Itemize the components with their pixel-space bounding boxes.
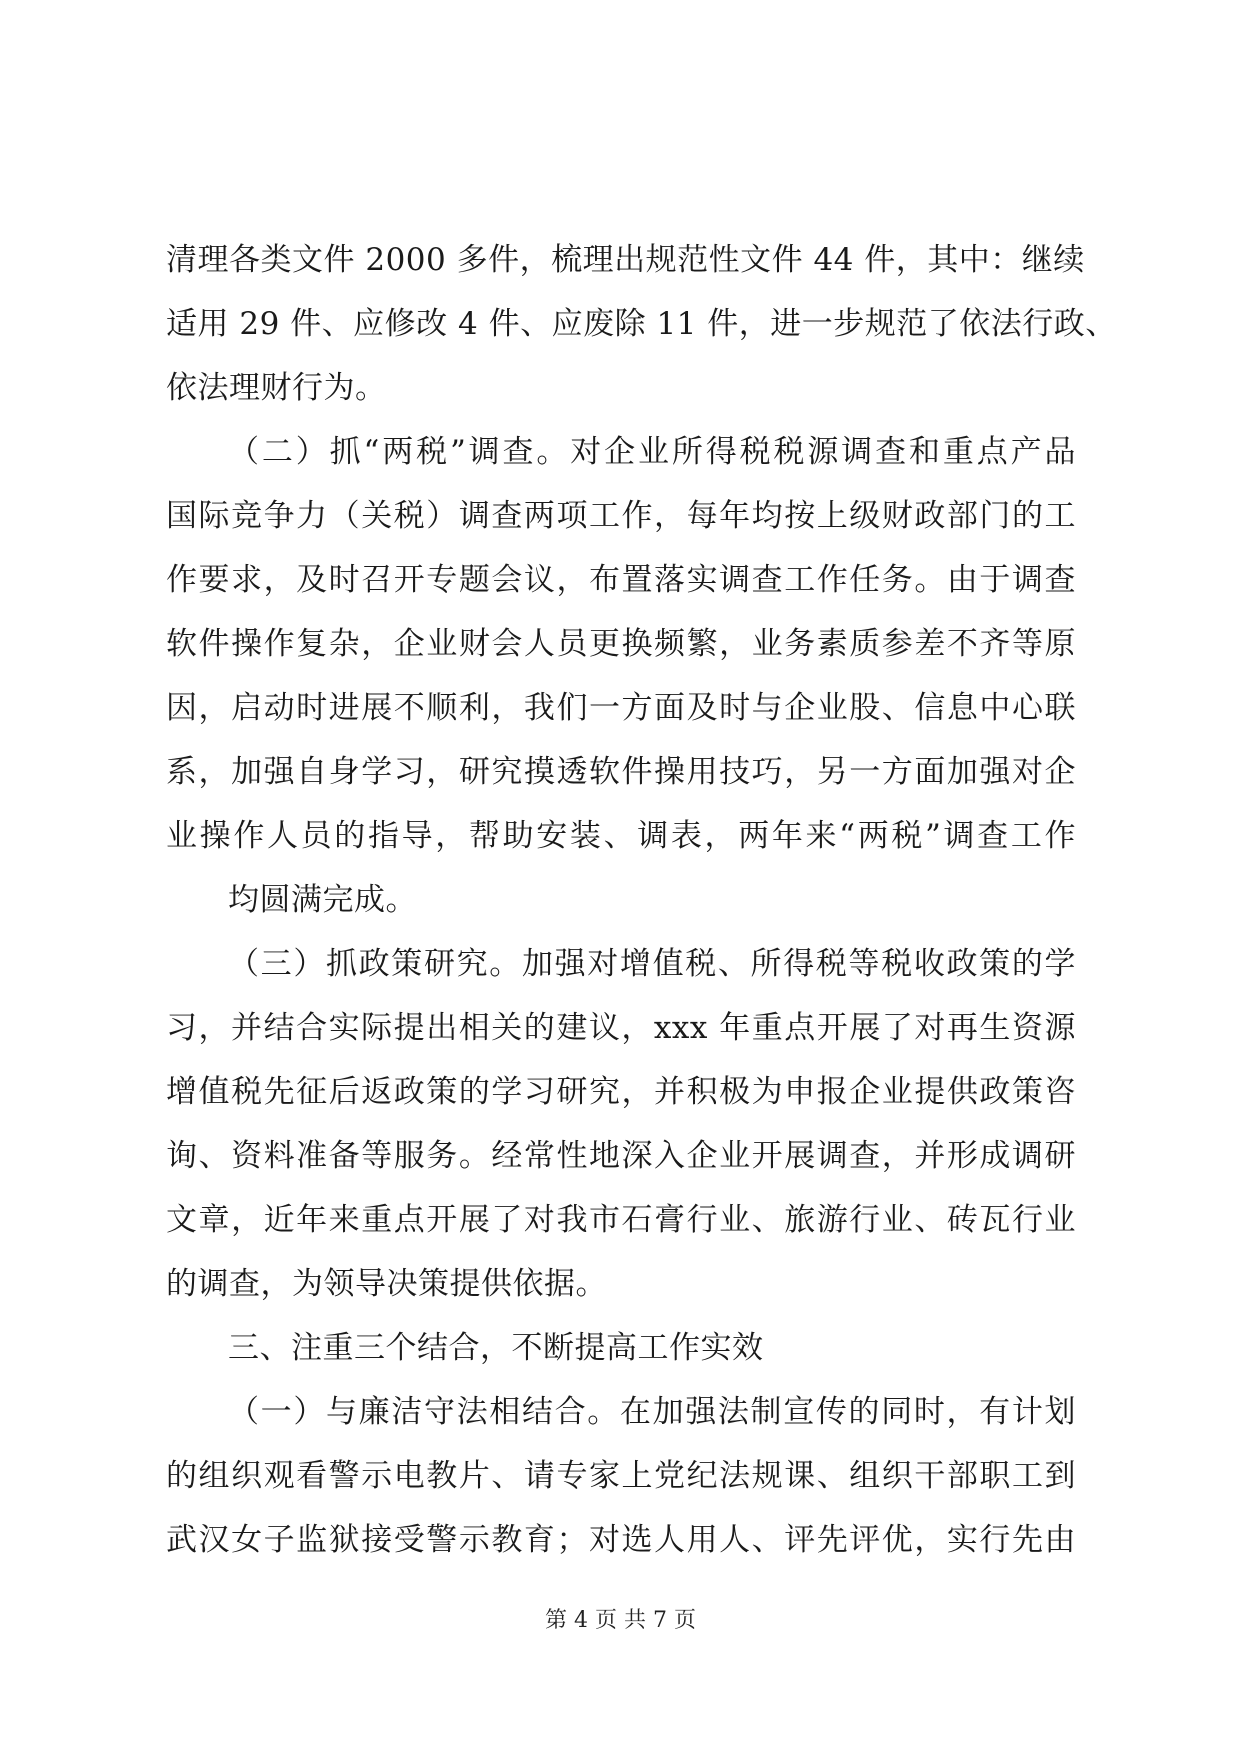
text-line: 软件操作复杂，企业财会人员更换频繁，业务素质参差不齐等原 xyxy=(166,626,1076,662)
text-line: 均圆满完成。 xyxy=(228,882,417,918)
text-line: （三）抓政策研究。加强对增值税、所得税等税收政策的学 xyxy=(228,946,1076,982)
text-line: 增值税先征后返政策的学习研究，并积极为申报企业提供政策咨 xyxy=(166,1074,1076,1110)
text-line: 武汉女子监狱接受警示教育；对选人用人、评先评优，实行先由 xyxy=(166,1522,1076,1558)
text-line: 国际竞争力（关税）调查两项工作，每年均按上级财政部门的工 xyxy=(166,498,1076,534)
text-line: 依法理财行为。 xyxy=(166,370,387,406)
page-footer: 第 4 页 共 7 页 xyxy=(545,1608,696,1633)
text-line: 系，加强自身学习，研究摸透软件操用技巧，另一方面加强对企 xyxy=(166,754,1076,790)
text-line: 询、资料准备等服务。经常性地深入企业开展调查，并形成调研 xyxy=(166,1138,1076,1174)
text-line: 的组织观看警示电教片、请专家上党纪法规课、组织干部职工到 xyxy=(166,1458,1076,1494)
text-line: 习，并结合实际提出相关的建议，xxx 年重点开展了对再生资源 xyxy=(166,1010,1076,1046)
text-line: 适用 29 件、应修改 4 件、应废除 11 件，进一步规范了依法行政、 xyxy=(166,306,1117,342)
text-line: 三、注重三个结合，不断提高工作实效 xyxy=(228,1330,764,1366)
body-text xyxy=(166,228,1117,1572)
text-line: 的调查，为领导决策提供依据。 xyxy=(166,1266,607,1302)
text-line: 文章，近年来重点开展了对我市石膏行业、旅游行业、砖瓦行业 xyxy=(166,1202,1076,1238)
text-line: 业操作人员的指导，帮助安装、调表，两年来“两税”调查工作 xyxy=(166,818,1076,854)
text-line: 作要求，及时召开专题会议，布置落实调查工作任务。由于调查 xyxy=(166,562,1076,598)
text-line: 因，启动时进展不顺利，我们一方面及时与企业股、信息中心联 xyxy=(166,690,1076,726)
text-line: 清理各类文件 2000 多件，梳理出规范性文件 44 件，其中：继续 xyxy=(166,242,1085,278)
text-line: （一）与廉洁守法相结合。在加强法制宣传的同时，有计划 xyxy=(228,1394,1076,1430)
text-line: （二）抓“两税”调查。对企业所得税税源调查和重点产品 xyxy=(228,434,1076,470)
